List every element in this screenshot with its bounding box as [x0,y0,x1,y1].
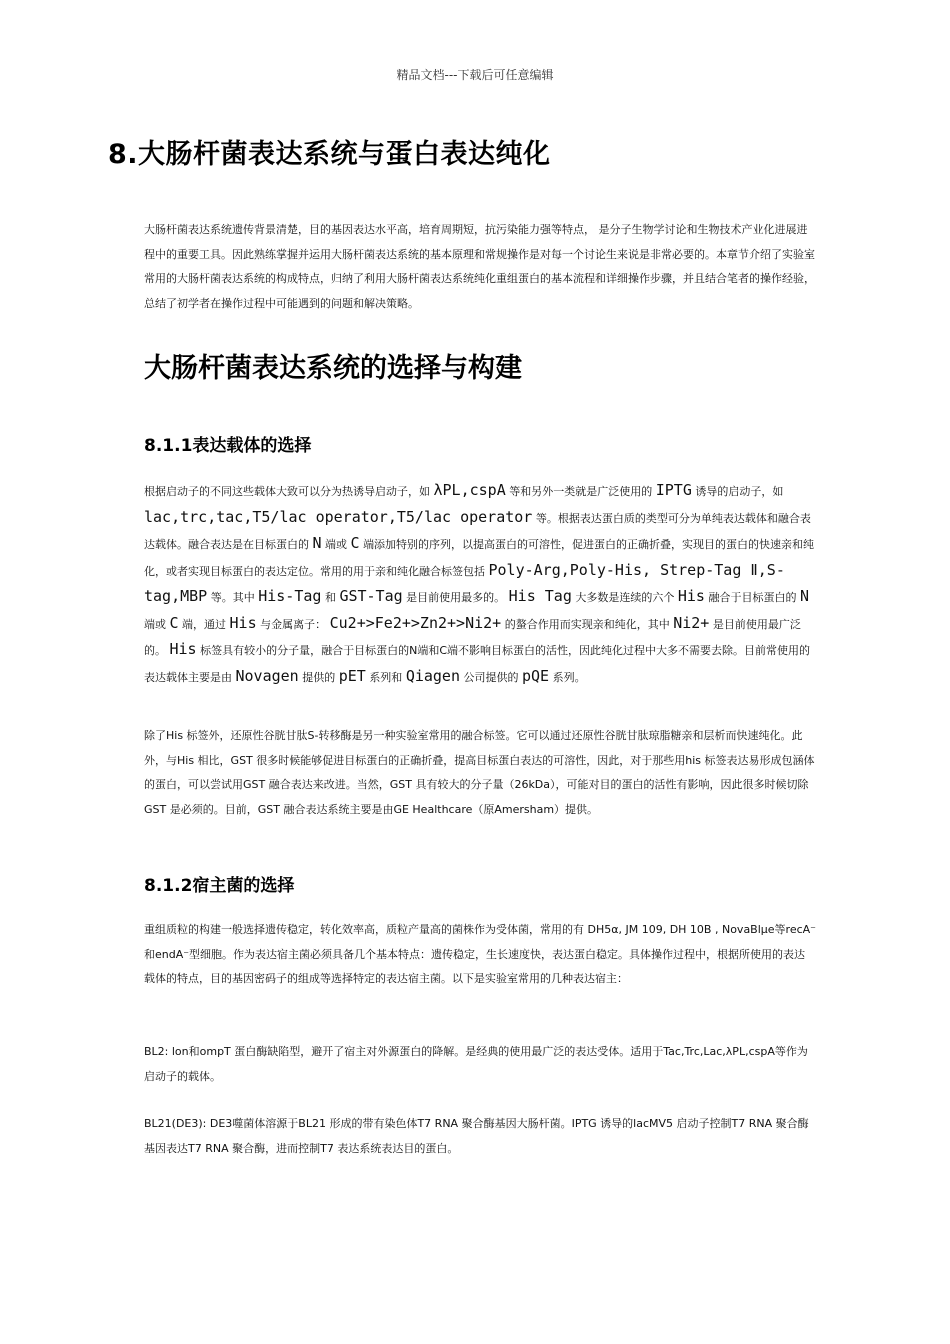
paragraph-host: 重组质粒的构建一般选择遗传稳定，转化效率高，质粒产量高的菌株作为受体菌，常用的有 DH5α, JM 109, DH 10B , NovaBlμe等recA⁻和endA⁻型细胞。作为表达宿主菌必须具备几个基本特点：遗传稳定，生长速度快，表达蛋白稳定。具体操作过程中，根据所使用的表达载体的特点，目的基因密码子的组成等选择特定的表达宿主菌。以下是实验室常用的几种表达宿主： [144,923,816,985]
text: lac,trc,tac,T5/lac operator,T5/lac operator [144,507,533,526]
text: Cu2+>Fe2+>Zn2+>Ni2+ [329,613,502,632]
text: 根据启动子的不同这些载体大致可以分为热诱导启动子，如 [144,485,430,498]
text: His [677,587,705,605]
text: 的螯合作用而实现亲和纯化，其中 [504,617,670,631]
text: 与金属离子： [260,617,327,631]
text: 和 [324,591,336,604]
text: 系列和 [369,670,403,684]
subsection-title-8-1-1: 8.1.1表达载体的选择 [144,436,312,456]
text: 提供的 [302,670,336,684]
text: 融合于目标蛋白的 [708,591,797,604]
text: N [312,534,322,552]
text: λPL,cspA [433,481,506,499]
text: 端或 [144,617,166,631]
text: C [169,613,179,632]
page-header: 精品文档---下载后可任意编辑 [396,68,554,82]
text: 是目前使用最广泛的。 [144,617,801,657]
text: 端添加特别的序列，以提高蛋白的可溶性，促进蛋白的正确折叠，实现目的蛋白的快速亲和纯化，或者实现目标蛋白的表达定位。常用的用于亲和纯化融合标签包括 [144,538,815,578]
text: 端，通过 [182,617,227,631]
text: Qiagen [405,666,460,685]
text: N [799,587,809,605]
text: 是目前使用最多的。 [406,591,506,604]
subsection-title-8-1-2: 8.1.2宿主菌的选择 [144,876,295,896]
text: His-Tag [258,587,322,605]
paragraph-gst: 除了His 标签外，还原性谷胱甘肽S-转移酶是另一种实验室常用的融合标签。它可以通过还原性谷胱甘肽琼脂糖亲和层析而快速纯化。此外，与His 相比，GST 很多时候能够促进目标蛋白的正确折叠，提高目标蛋白表达的可溶性，因此，对于那些用his 标签表达易形成包涵体的蛋白，可以尝试用GST 融合表达来改进。当然，GST 具有较大的分子量（26kDa），可能对目的蛋白的活性有影响，因此很多时候切除GST 是必须的。目前，GST 融合表达系统主要是由GE Healthcare（原Amersham）提供。 [144,729,815,816]
text: GST-Tag [339,587,403,605]
text: 等。其中 [210,591,255,604]
text: 诱导的启动子，如 [695,485,784,498]
text: 公司提供的 [463,670,519,684]
paragraph-bl2: BL2: lon和ompT 蛋白酶缺陷型，避开了宿主对外源蛋白的降解。是经典的使用最广泛的表达受体。适用于Tac,Trc,Lac,λPL,cspA等作为启动子的载体。 [144,1045,808,1083]
text: Poly-Arg,Poly-His, Strep-Tag Ⅱ,S-tag,MBP [144,560,785,605]
text: His [229,613,257,632]
text: IPTG [655,481,692,499]
text: pQE [522,666,550,685]
text: Ni2+ [673,613,710,632]
text: 系列。 [552,670,586,684]
text: His [169,640,197,658]
text: pET [338,666,366,685]
text: C [350,534,360,552]
section-title: 大肠杆菌表达系统的选择与构建 [144,353,522,384]
text: 标签具有较小的分子量，融合于目标蛋白的N端和C端不影响目标蛋白的活性，因此纯化过程中大多不需要去除。目前常使用的表达载体主要是由 [144,644,810,684]
text: 端或 [325,538,348,551]
intro-paragraph: 大肠杆菌表达系统遗传背景清楚，目的基因表达水平高，培育周期短，抗污染能力强等特点， 是分子生物学讨论和生物技术产业化进展进程中的重要工具。因此熟练掌握并运用大肠杆菌表达系统的基本原理和常规操作是对每一个讨论生来说是非常必要的。本章节介绍了实验室常用的大肠杆菌表达系统的构成特点，归纳了利用大肠杆菌表达系统纯化重组蛋白的基本流程和详细操作步骤，并且结合笔者的操作经验，总结了初学者在操作过程中可能遇到的问题和解决策略。 [144,223,815,310]
paragraph-vectors [144,478,816,690]
chapter-title: 8.大肠杆菌表达系统与蛋白表达纯化 [108,139,551,170]
paragraph-bl21: BL21(DE3): DE3噬菌体溶源于BL21 形成的带有染色体T7 RNA 聚合酶基因大肠杆菌。IPTG 诱导的lacMV5 启动子控制T7 RNA 聚合酶基因表达T7 RNA 聚合酶，进而控制T7 表达系统表达目的蛋白。 [144,1117,809,1155]
text: 大多数是连续的六个 [575,591,675,604]
text: His Tag [508,587,572,605]
text: Novagen [235,666,299,685]
text: 等和另外一类就是广泛使用的 [509,485,653,498]
text: 等。根据表达蛋白质的类型可分为单纯表达载体和融合表达载体。融合表达是在目标蛋白的 [144,511,811,551]
